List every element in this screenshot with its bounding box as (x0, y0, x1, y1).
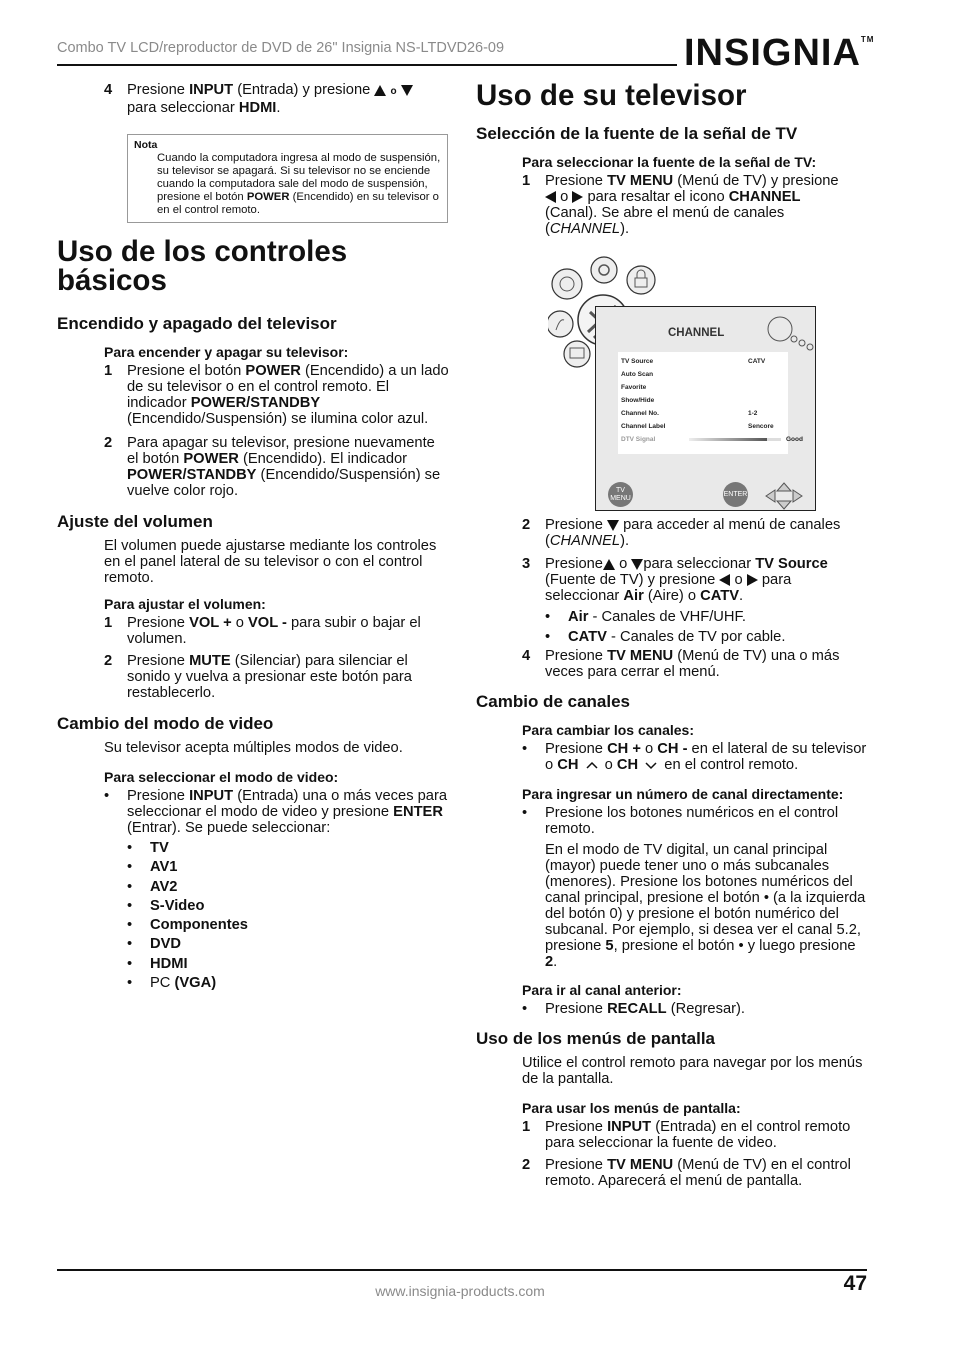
mode-label: S-Video (150, 897, 205, 914)
step-text: para subir o bajar el volumen. (127, 615, 421, 647)
volume-intro: El volumen puede ajustarse mediante los controles en el panel lateral de su televisor o con el control remoto. (104, 538, 437, 586)
step-text: Presione (545, 1157, 608, 1173)
bullet-text: - Canales de TV por cable. (606, 629, 786, 645)
step-bold: Air (623, 588, 644, 604)
bullet-text: (Entrar). Se puede seleccionar: (127, 820, 331, 836)
procedure-title: Para seleccionar la fuente de la señal de TV: (522, 154, 817, 170)
osd-row[interactable] (621, 423, 786, 435)
audio-menu-icon (548, 311, 573, 337)
osd-row-label: Channel Label (621, 423, 666, 430)
step-text: Presione (127, 615, 190, 631)
settings-menu-icon (591, 257, 617, 283)
step-or: o (390, 86, 397, 97)
step-text: (Encendido/Suspensión) se ilumina color azul. (127, 411, 429, 427)
procedure-title: Para seleccionar el modo de video: (104, 769, 339, 785)
step-volume (104, 615, 449, 647)
video-mode-list (127, 839, 449, 993)
note-box (127, 134, 448, 223)
mode-label: PC (150, 975, 175, 992)
signal-bar-fill (689, 438, 767, 441)
step-number: 4 (522, 648, 531, 664)
step-text: (Encendido/Suspensión) se vuelve color rojo. (127, 467, 441, 499)
bullet-bold: CH (616, 757, 639, 773)
step-text: (Menú de TV) y presione (673, 173, 839, 189)
osd-row-label: DTV Signal (621, 436, 656, 443)
para-bold: 2 (545, 954, 554, 970)
step-number: 3 (522, 556, 531, 572)
bullet-air: • Air - Canales de VHF/UHF. (545, 609, 746, 625)
mode-label: AV2 (150, 878, 178, 895)
arrow-up-icon (374, 85, 386, 96)
step-text: (Aire) o (643, 588, 701, 604)
step-text: Presione (545, 648, 608, 664)
heading-video-mode: Cambio del modo de video (57, 714, 274, 733)
bullet-text: Presione los botones numéricos en el control remoto. (545, 805, 839, 837)
arrow-right-icon (747, 574, 758, 586)
step-bold: TV MENU (607, 173, 674, 189)
osd-row-label: Show/Hide (621, 397, 655, 404)
step-highlight-channel (522, 173, 868, 237)
step-text: (Entrada) y presione (233, 82, 375, 98)
osd-row-label: Auto Scan (621, 371, 654, 378)
step-bold: MUTE (189, 653, 231, 669)
subchannel-paragraph (545, 842, 868, 970)
step-bold: TV Source (755, 556, 828, 572)
arrow-down-icon (631, 559, 643, 570)
bullet-bold: CH (557, 757, 579, 773)
step-text: Presione (127, 82, 190, 98)
step-number: 2 (522, 1157, 531, 1173)
step-text: . (276, 100, 281, 116)
step-bold: VOL + (189, 615, 232, 631)
osd-row-label: Channel No. (621, 410, 659, 417)
step-bold: POWER/STANDBY (127, 467, 257, 483)
video-intro: Su televisor acepta múltiples modos de video. (104, 740, 403, 756)
right-column (476, 81, 868, 237)
step-text: para seleccionar (127, 100, 239, 116)
step-bold: TV MENU (607, 648, 674, 664)
video-section (104, 740, 449, 993)
step-text: Presione (545, 517, 608, 533)
step-text: (Entrada) en el control remoto para seleccionar la fuente de video. (545, 1119, 851, 1151)
step-text: Presione el botón (127, 363, 246, 379)
para-text: En el modo de TV digital, un canal principal (mayor) puede tener uno o más subcanales (menores). Presione los botones numéricos del canal principal, presione el botón • (a la izquierda del botón 0) y presione el botón numérico del subcanal. Por ejemplo, si desea ver el canal 5.2, presione (545, 842, 866, 954)
mode-item: • PC (VGA) (127, 975, 217, 992)
step-text: para seleccionar (545, 572, 792, 604)
bullet-catv: • CATV - Canales de TV por cable. (545, 629, 786, 645)
bullet-ch-buttons: • Presione CH + o CH - en el lateral de su televisor o CH o CH en el control remoto. (522, 741, 867, 773)
bullet-recall: • Presione RECALL (Regresar). (522, 1001, 745, 1017)
channels-section (522, 722, 868, 1017)
osd-row-label: Favorite (621, 384, 647, 391)
arrow-up-icon (603, 559, 615, 570)
bullet-bold: ENTER (393, 804, 443, 820)
mode-label: HDMI (150, 955, 188, 972)
function-menu-icon (564, 341, 590, 367)
mode-item: • HDMI (127, 955, 188, 972)
step-bold: CHANNEL (728, 189, 801, 205)
step-text: Presione (545, 1119, 608, 1135)
menus-section (522, 1055, 868, 1189)
chevron-down-icon (642, 759, 660, 771)
step-bold: VOL - (248, 615, 287, 631)
source-steps-cont (522, 517, 868, 680)
step-or: o (619, 556, 628, 572)
step-text: . (739, 588, 744, 604)
step-or: o (560, 189, 569, 205)
chevron-up-icon (583, 759, 601, 771)
bullet-bold: CH - (657, 741, 688, 757)
brand-logo (684, 34, 874, 72)
bullet-bold: Air (568, 609, 589, 625)
procedure-title: Para ingresar un número de canal directamente: (522, 786, 844, 802)
note-text: Cuando la computadora ingresa al modo de suspensión, su televisor se apagará. Si su televisor no se enciende cuando la computadora sale del modo de suspensión, presione el botón (157, 152, 441, 203)
step-text: Presione (545, 173, 608, 189)
mode-label: Componentes (150, 917, 248, 934)
bullet-text: o (600, 757, 617, 773)
page-number: 47 (843, 1272, 867, 1295)
step-text: (Canal). Se abre el menú de canales ( (545, 205, 785, 237)
osd-row-label: TV Source (621, 358, 654, 365)
header-rule (57, 64, 677, 66)
bullet-text: o (640, 741, 658, 757)
step-bold: HDMI (238, 100, 277, 116)
mode-item: • DVD (127, 936, 182, 953)
bullet-text: en el lateral de su televisor o (545, 741, 867, 773)
bullet-bold: INPUT (189, 788, 234, 804)
step-bold: POWER (245, 363, 301, 379)
step-number: 1 (522, 1119, 531, 1135)
step-number: 4 (104, 82, 113, 98)
arrow-left-icon (719, 574, 730, 586)
left-column (57, 82, 449, 993)
para-text: . (553, 954, 558, 970)
note-title: Nota (134, 139, 158, 151)
arrow-down-icon (607, 520, 619, 531)
tv-menu-button[interactable]: TV MENU (608, 482, 633, 507)
procedure-title: Para encender y apagar su televisor: (104, 344, 349, 360)
osd-row[interactable] (621, 384, 786, 396)
step-text: (Encendido) a un lado de su televisor o en el control remoto. El indicador (127, 363, 449, 411)
step-text: para acceder al menú de canales ( (545, 517, 841, 549)
mode-label: AV1 (150, 859, 178, 876)
osd-row-value: 1-2 (748, 410, 758, 417)
tv-screen (595, 306, 816, 511)
procedure-title: Para cambiar los canales: (522, 722, 694, 738)
step-bold: POWER/STANDBY (190, 395, 321, 411)
brand-name: INSIGNIA (684, 32, 861, 74)
section-title-tv: Uso de su televisor (476, 79, 747, 112)
arrow-left-icon (545, 191, 556, 203)
bullet-text: en el control remoto. (660, 757, 799, 773)
power-procedure (104, 344, 449, 499)
arrow-down-icon (401, 85, 413, 96)
bullet-bold: CH + (607, 741, 641, 757)
step-number: 1 (522, 173, 531, 189)
step-italic: CHANNEL (549, 221, 621, 237)
right-column-lower (476, 517, 868, 1189)
step-text: (Silenciar) para silenciar el sonido y vuelva a presionar este botón para restablecerlo. (127, 653, 412, 701)
osd-row[interactable] (621, 371, 786, 383)
source-procedure (522, 154, 868, 237)
footer-url[interactable]: www.insignia-products.com (375, 1283, 545, 1299)
trademark-mark: TM (860, 35, 875, 44)
osd-menu-panel (618, 352, 803, 454)
procedure-title: Para ir al canal anterior: (522, 982, 682, 998)
osd-row[interactable] (621, 358, 786, 370)
picture-menu-icon (552, 269, 582, 299)
osd-row[interactable] (621, 410, 786, 422)
step-bold: INPUT (189, 82, 234, 98)
step-text: (Menú de TV) una o más veces para cerrar el menú. (545, 648, 840, 680)
step-bold: TV MENU (607, 1157, 674, 1173)
procedure-title: Para ajustar el volumen: (104, 596, 266, 612)
volume-section (104, 538, 449, 701)
step-input-hdmi (104, 82, 449, 116)
arrow-right-icon (572, 191, 583, 203)
mode-item: • AV2 (127, 878, 178, 895)
osd-row[interactable] (621, 436, 803, 448)
step-text: Presione (127, 653, 190, 669)
step-text: Presione (545, 556, 603, 572)
step-bold: INPUT (607, 1119, 652, 1135)
step-number: 1 (104, 363, 113, 379)
procedure-title: Para usar los menús de pantalla: (522, 1100, 741, 1116)
heading-power: Encendido y apagado del televisor (57, 314, 337, 333)
osd-row[interactable] (621, 397, 786, 409)
step-number: 2 (104, 435, 113, 451)
heading-volume: Ajuste del volumen (57, 512, 213, 531)
menus-intro: Utilice el control remoto para navegar por los menús de la pantalla. (522, 1055, 863, 1087)
step-number: 2 (522, 517, 531, 533)
step-text: o (231, 615, 248, 631)
bullet-bold: CATV (568, 629, 607, 645)
step-bold: POWER (183, 451, 239, 467)
bullet-text: Presione (127, 788, 190, 804)
mode-label: TV (150, 840, 169, 856)
mode-label: DVD (150, 936, 182, 953)
step-bold: CATV (700, 588, 739, 604)
step-text: Para apagar su televisor, presione nuevamente el botón (127, 435, 435, 467)
osd-row-value: CATV (748, 358, 766, 365)
heading-onscreen-menus: Uso de los menús de pantalla (476, 1029, 716, 1048)
step-or: o (734, 572, 743, 588)
step-close-menu (522, 648, 868, 680)
mode-item: • AV1 (127, 859, 178, 876)
step-italic: CHANNEL (549, 533, 621, 549)
bullet-numeric: • Presione los botones numéricos en el control remoto. (522, 805, 839, 837)
step-tv-menu (522, 1157, 868, 1189)
step-text: para resaltar el icono (587, 189, 729, 205)
bullet-dot: • (104, 788, 110, 804)
mode-item: • TV (127, 840, 169, 856)
step-power-off (104, 435, 449, 499)
para-text: , presione el botón • y luego presione (613, 938, 856, 954)
osd-row-value: Good (786, 436, 803, 443)
direction-pad-icon (764, 482, 804, 510)
osd-row-value: Sencore (748, 423, 774, 430)
mode-item: • Componentes (127, 917, 248, 934)
step-number: 2 (104, 653, 113, 669)
remote-keys-icon (766, 313, 816, 353)
signal-bar (689, 438, 781, 441)
step-text: ). (620, 533, 630, 549)
bullet-text: Presione (545, 1001, 608, 1017)
bullet-bold: RECALL (607, 1001, 667, 1017)
footer-rule (57, 1269, 867, 1271)
step-text: ). (620, 221, 630, 237)
bullet-text: (Regresar). (666, 1001, 745, 1017)
step-tv-source (522, 556, 868, 604)
step-text: (Menú de TV) en el control remoto. Aparecerá el menú de pantalla. (545, 1157, 851, 1189)
step-input-source (522, 1119, 868, 1151)
heading-change-channels: Cambio de canales (476, 692, 631, 711)
osd-title: CHANNEL (668, 327, 725, 339)
step-power-on (104, 363, 449, 427)
mode-label: (VGA) (174, 975, 217, 992)
section-title-controls: Uso de los controles básicos (57, 235, 348, 297)
heading-signal-source: Selección de la fuente de la señal de TV (476, 124, 798, 143)
bullet-text: Presione (545, 741, 608, 757)
mode-item: • S-Video (127, 897, 205, 914)
header-title: Combo TV LCD/reproductor de DVD de 26" Insignia NS-LTDVD26-09 (57, 40, 505, 56)
note-text: (Encendido) en su televisor o en el control remoto. (157, 191, 439, 216)
note-body (134, 152, 441, 217)
bullet-text: (Entrada) una o más veces para seleccionar el modo de video y presione (127, 788, 448, 820)
enter-button[interactable]: ENTER (723, 482, 748, 507)
step-mute (104, 653, 449, 701)
bullet-input (104, 788, 449, 836)
bullet-text: - Canales de VHF/UHF. (588, 609, 746, 625)
step-text: (Encendido). El indicador (238, 451, 408, 467)
para-bold: 5 (605, 938, 614, 954)
step-text: para seleccionar (643, 556, 756, 572)
step-open-channel (522, 517, 868, 549)
note-bold: POWER (246, 191, 290, 203)
step-text: (Fuente de TV) y presione (545, 572, 720, 588)
step-number: 1 (104, 615, 113, 631)
